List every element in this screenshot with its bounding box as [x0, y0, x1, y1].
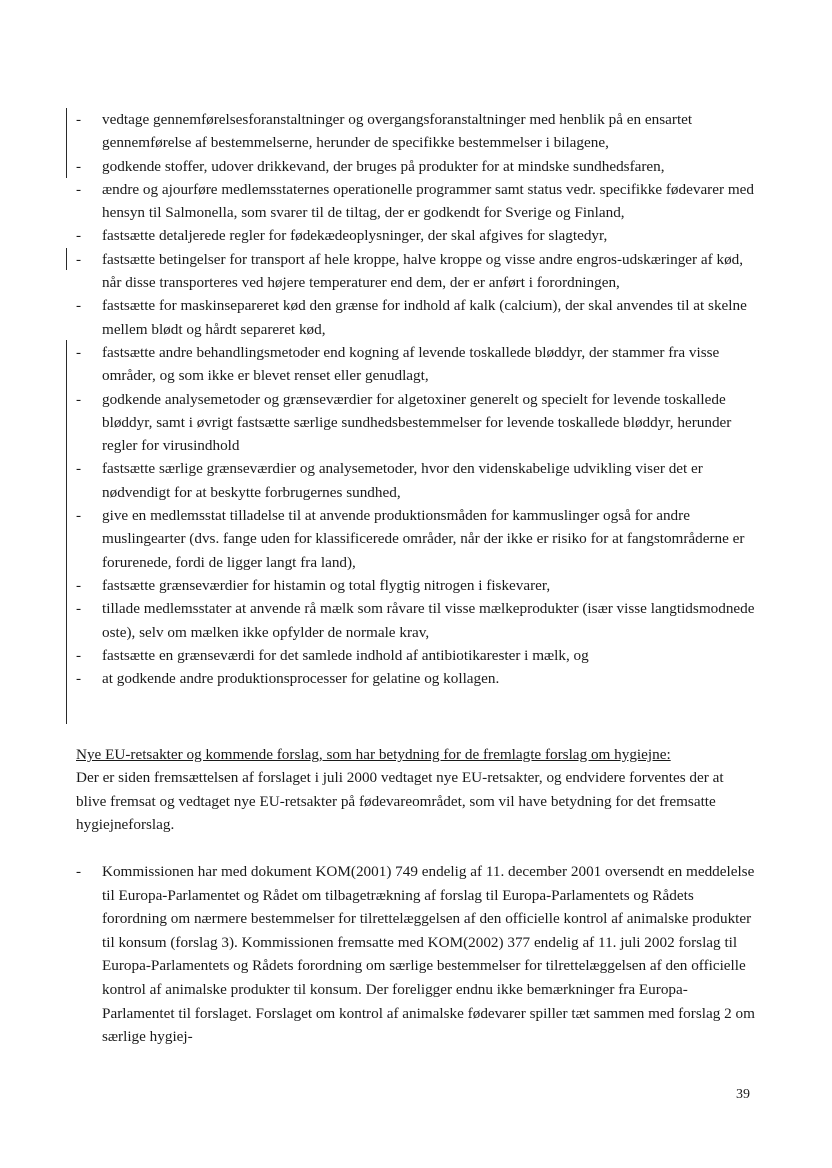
- section-heading: Nye EU-retsakter og kommende forslag, som har betydning for de fremlagte forslag om hygiejne:: [76, 746, 671, 763]
- list-item: [76, 294, 756, 341]
- dash-marker: -: [76, 670, 82, 688]
- dash-marker: -: [76, 111, 82, 128]
- revision-bar: [66, 108, 67, 178]
- bullet-list-powers: [76, 108, 756, 690]
- dash-marker: -: [76, 180, 82, 198]
- list-item: [76, 155, 756, 178]
- list-item-text: fastsætte betingelser for transport af hele kroppe, halve kroppe og visse andre engros-udskæringer af kød, når disse transporteres ved højere temperaturer end dem, der er anført i forordningen,: [102, 250, 744, 292]
- bullet-list-eu-acts: [76, 860, 756, 1049]
- list-item-text: tillade medlemsstater at anvende rå mælk som råvare til visse mælkeprodukter (især visse langtidsmodnede oste), selv om mælken ikke opfylder de normale krav,: [102, 600, 755, 641]
- list-item: [76, 341, 756, 388]
- list-item: [76, 108, 756, 155]
- list-item-text: give en medlemsstat tilladelse til at anvende produktionsmåden for kammuslinger også for andre muslingearter (dvs. fange uden for klassificerede områder, når der ikke er risiko for at fangstområderne er forurenede, fordi de ligger langt fra land),: [102, 507, 745, 571]
- list-item: [76, 248, 756, 295]
- list-item: [76, 457, 756, 504]
- section-paragraph: Der er siden fremsættelsen af forslaget i juli 2000 vedtaget nye EU-retsakter, og endvidere forventes der at blive fremsat og vedtaget nye EU-retsakter på fødevareområdet, som vil have betydning for det fremsatte hygiejneforslag.: [76, 769, 724, 833]
- list-item: [76, 504, 756, 574]
- dash-marker: -: [76, 646, 82, 664]
- list-item: [76, 597, 756, 644]
- list-item-text: ændre og ajourføre medlemsstaternes operationelle programmer samt status vedr. specifikke fødevarer med hensyn til Salmonella, som svarer til de tiltag, der er godkendt for Sverige og Finland,: [102, 180, 754, 222]
- list-item-text: godkende stoffer, udover drikkevand, der bruges på produkter for at mindske sundhedsfaren,: [102, 157, 665, 175]
- list-item-text: vedtage gennemførelsesforanstaltninger og overgangsforanstaltninger med henblik på en ensartet gennemførelse af bestemmelserne, herunder de specifikke bestemmelser i bilagene,: [102, 111, 693, 152]
- dash-marker: -: [76, 343, 82, 361]
- dash-marker: -: [76, 576, 82, 594]
- list-item: [76, 224, 756, 247]
- list-item: [76, 574, 756, 597]
- revision-bar: [66, 248, 67, 270]
- list-item-text: fastsætte særlige grænseværdier og analysemetoder, hvor den videnskabelige udvikling viser det er nødvendigt for at beskytte forbrugernes sundhed,: [102, 460, 703, 501]
- list-item-text: fastsætte en grænseværdi for det samlede indhold af antibiotikarester i mælk, og: [102, 646, 589, 664]
- page-number: 39: [736, 1087, 750, 1102]
- list-item: [76, 178, 756, 225]
- list-item-text: at godkende andre produktionsprocesser for gelatine og kollagen.: [102, 670, 500, 688]
- list-item-text: fastsætte grænseværdier for histamin og total flygtig nitrogen i fiskevarer,: [102, 576, 551, 594]
- list-item-text: Kommissionen har med dokument KOM(2001) 749 endelig af 11. december 2001 oversendt en meddelelse til Europa-Parlamentet og Rådet om tilbagetrækning af forslag til Europa-Parlamentets og Rådets forordning om nærmere bestemmelser for tilrettelæggelsen af den officielle kontrol af animalske produkter til konsum (forslag 3). Kommissionen fremsatte med KOM(2002) 377 endelig af 11. juli 2002 forslag til Europa-Parlamentets og Rådets forordning om særlige bestemmelser for tilrettelæggelsen af den officielle kontrol af animalske produkter til konsum. Der foreligger endnu ikke bemærkninger fra Europa-Parlamentet til forslaget. Forslaget om kontrol af animalske fødevarer spiller tæt sammen med forslag 2 om særlige hygiej-: [102, 863, 755, 1046]
- list-item-text: fastsætte detaljerede regler for fødekædeoplysninger, der skal afgives for slagtedyr,: [102, 227, 608, 245]
- dash-marker: -: [76, 460, 82, 478]
- list-item-text: fastsætte andre behandlingsmetoder end kogning af levende toskallede bløddyr, der stammer fra visse områder, og som ikke er blevet renset eller genudlagt,: [102, 343, 720, 385]
- list-item: [76, 667, 756, 690]
- section-block: [76, 743, 756, 836]
- dash-marker: -: [76, 507, 82, 525]
- list-item-text: godkende analysemetoder og grænseværdier for algetoxiner generelt og specielt for levende toskallede bløddyr, samt i øvrigt fastsætte særlige sundhedsbestemmelser for levende toskallede bløddyr, herunder regler for virusindhold: [102, 390, 732, 455]
- list-item: [76, 644, 756, 667]
- list-item-text: fastsætte for maskinsepareret kød den grænse for indhold af kalk (calcium), der skal anvendes til at skelne mellem blødt og hårdt separeret kød,: [102, 297, 747, 338]
- dash-marker: -: [76, 297, 82, 315]
- dash-marker: -: [76, 600, 82, 618]
- dash-marker: -: [76, 863, 82, 880]
- list-item: [76, 860, 756, 1049]
- dash-marker: -: [76, 157, 82, 175]
- dash-marker: -: [76, 227, 82, 245]
- list-item: [76, 388, 756, 458]
- dash-marker: -: [76, 390, 82, 408]
- revision-bar: [66, 340, 67, 724]
- dash-marker: -: [76, 250, 82, 268]
